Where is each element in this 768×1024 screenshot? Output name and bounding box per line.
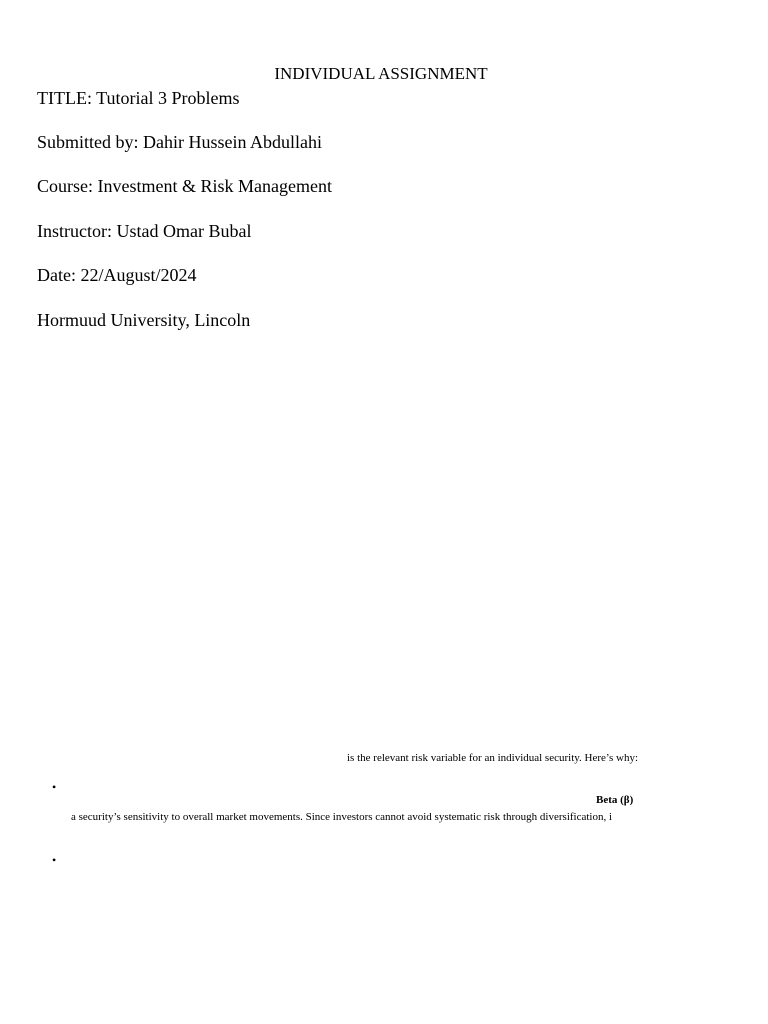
instructor-line: Instructor: Ustad Omar Bubal	[37, 221, 252, 241]
beta-label: Beta (β)	[596, 794, 634, 806]
submitted-by-line: Submitted by: Dahir Hussein Abdullahi	[37, 132, 322, 152]
title-line: TITLE: Tutorial 3 Problems	[37, 88, 240, 108]
document-heading: INDIVIDUAL ASSIGNMENT	[274, 64, 488, 83]
bullet-marker-2: •	[52, 853, 57, 867]
sensitivity-text: a security’s sensitivity to overall market movements. Since investors cannot avoid systematic risk through diversification, i	[71, 811, 613, 823]
date-line: Date: 22/August/2024	[37, 265, 197, 285]
bullet-marker-1: •	[52, 780, 57, 794]
institution-line: Hormuud University, Lincoln	[37, 310, 251, 330]
relevant-risk-text: is the relevant risk variable for an individual security. Here’s why:	[347, 752, 639, 764]
course-line: Course: Investment & Risk Management	[37, 176, 332, 196]
